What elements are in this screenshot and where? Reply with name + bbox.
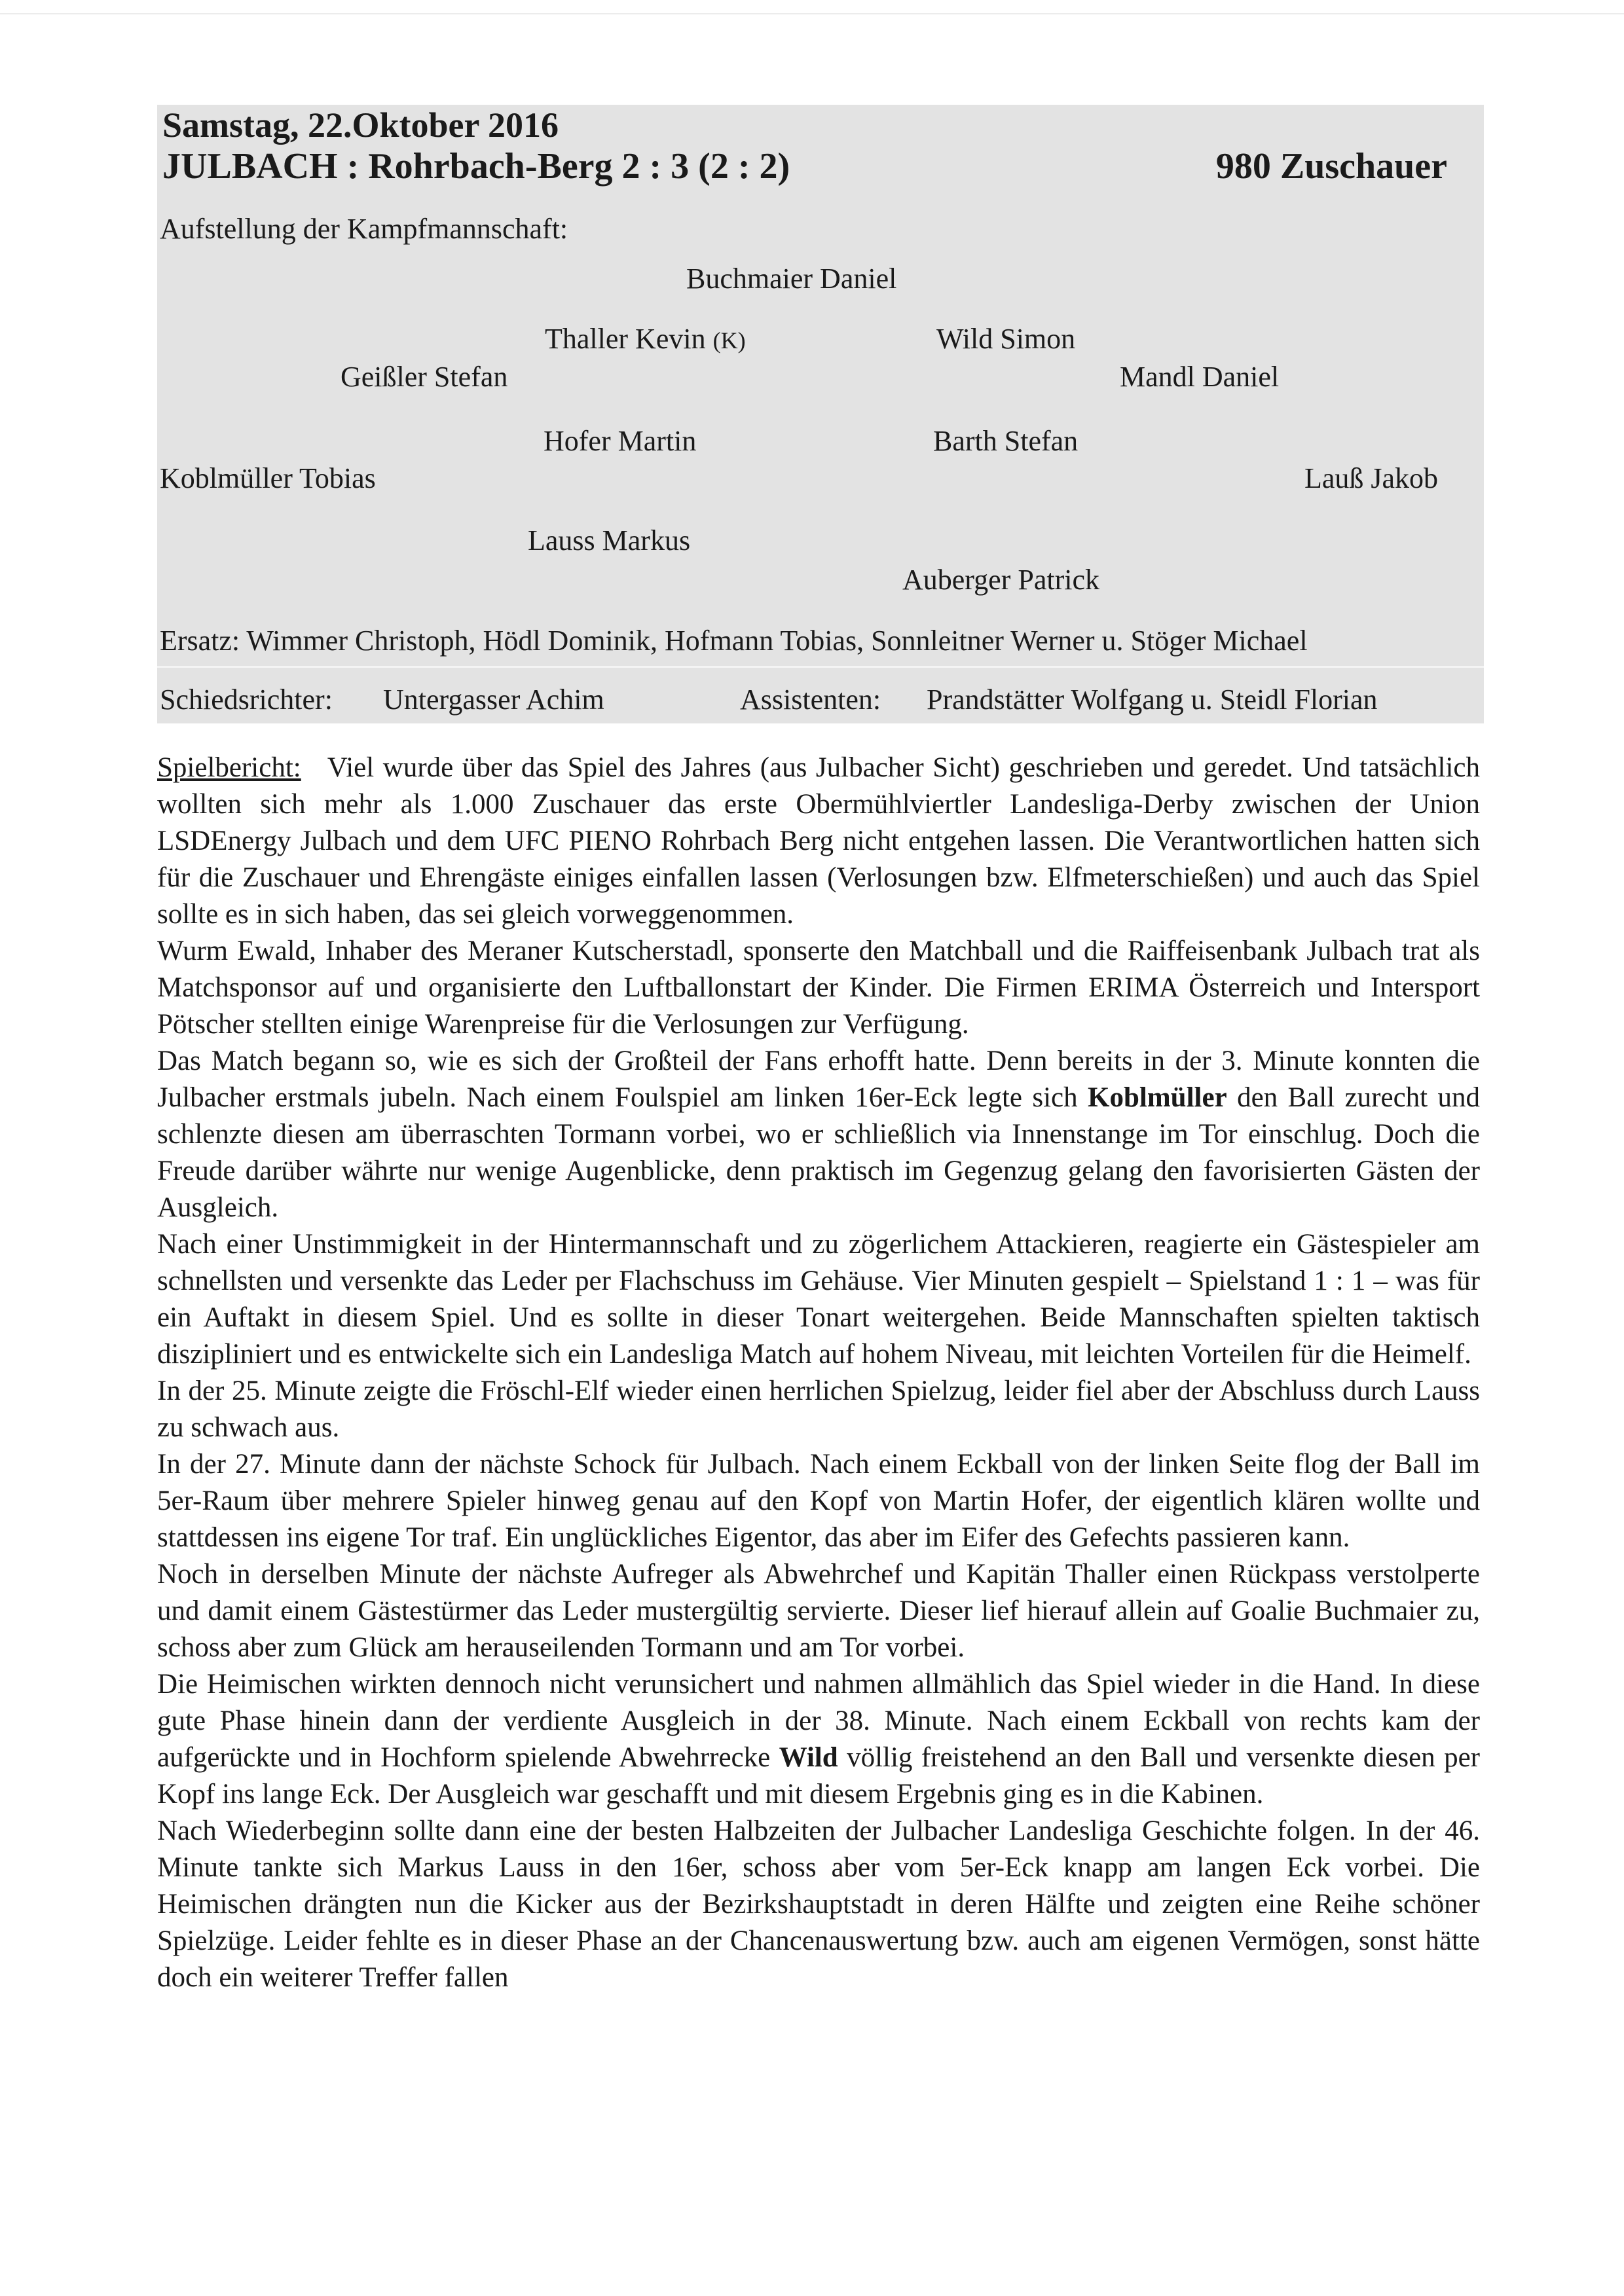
player-def-cb-right: Wild Simon xyxy=(936,323,1076,355)
referee-label: Schiedsrichter: xyxy=(160,683,333,716)
player-def-cb-left xyxy=(545,322,746,355)
report-text: Das Match begann so, wie es sich der Großteil der Fans erhofft hatte. Denn bereits in der 3. Minute konnten die Julbacher erstmals jubeln. Nach einem Foulspiel am linken 16er-Eck legte sich xyxy=(157,1046,1480,1113)
report-text: völlig freistehend an den Ball und versenkte diesen per Kopf ins lange Eck. Der Ausgleich war geschafft und mit diesem Ergebnis ging es in die Kabinen. xyxy=(157,1742,1480,1810)
player-def-rb: Mandl Daniel xyxy=(1120,361,1280,393)
report-paragraph xyxy=(157,1666,1480,1813)
player-highlight: Koblmüller xyxy=(1088,1082,1227,1113)
report-paragraph: In der 27. Minute dann der nächste Schock für Julbach. Nach einem Eckball von der linken Seite flog der Ball im 5er-Raum über mehrere Spieler hinweg genau auf den Kopf von Martin Hofer, der eigentlich klären wollte und stattdessen ins eigene Tor traf. Ein unglückliches Eigentor, das aber im Eifer des Gefechts passieren kann. xyxy=(157,1449,1480,1553)
report-text: den Ball zurecht und schlenzte diesen am überraschten Tormann vorbei, wo er schließlich via Innenstange im Tor einschlug. Doch die Freude darüber währte nur wenige Augenblicke, denn praktisch im Gegenzug gelang den favorisierten Gästen der Ausgleich. xyxy=(157,1082,1481,1223)
player-mid-right: Barth Stefan xyxy=(933,425,1079,457)
player-def-lb: Geißler Stefan xyxy=(341,361,508,393)
player-name: Thaller Kevin xyxy=(545,323,706,355)
report-paragraph: Noch in derselben Minute der nächste Aufreger als Abwehrchef und Kapitän Thaller einen Rückpass verstolperte und damit einem Gästestürmer das Leder mustergültig servierte. Dieser lief hierauf allein auf Goalie Buchmaier zu, schoss aber zum Glück am herauseilenden Tormann und am Tor vorbei. xyxy=(157,1559,1480,1663)
report-paragraph: Nach einer Unstimmigkeit in der Hintermannschaft und zu zögerlichem Attackieren, reagierte ein Gästespieler am schnellsten und versenkte das Leder per Flachschuss im Gehäuse. Vier Minuten gespielt – Spielstand 1 : 1 – was für ein Auftakt in diesem Spiel. Und es sollte in dieser Tonart weitergehen. Beide Mannschaften spielten taktisch diszipliniert und es entwickelte sich ein Landesliga Match auf hohem Niveau, mit leichten Vorteilen für die Heimelf. xyxy=(157,1229,1480,1370)
referee-name: Untergasser Achim xyxy=(383,683,604,716)
assistants-names: Prandstätter Wolfgang u. Steidl Florian xyxy=(927,683,1378,716)
player-fw-right: Auberger Patrick xyxy=(902,564,1099,596)
report-text: Viel wurde über das Spiel des Jahres (aus Julbacher Sicht) geschrieben und geredet. Und tatsächlich wollten sich mehr als 1.000 Zuschauer das erste Obermühlviertler Landesliga-Derby zwischen der Union LSDEnergy Julbach und dem UFC PIENO Rohrbach Berg nicht entgehen lassen. Die Verantwortlichen hatten sich für die Zuschauer und Ehrengäste einiges einfallen lassen (Verlosungen bzw. Elfmeterschießen) und auch das Spiel sollte es in sich haben, das sei gleich vorweggenommen. xyxy=(157,752,1480,930)
substitutes-list: Ersatz: Wimmer Christoph, Hödl Dominik, Hofmann Tobias, Sonnleitner Werner u. Stöger Michael xyxy=(160,625,1308,657)
player-highlight: Wild xyxy=(779,1742,838,1773)
match-date: Samstag, 22.Oktober 2016 xyxy=(162,105,559,145)
match-result: JULBACH : Rohrbach-Berg 2 : 3 (2 : 2) xyxy=(162,146,790,187)
player-wing-right: Lauß Jakob xyxy=(1304,462,1439,494)
match-header-box xyxy=(157,105,1484,723)
report-paragraph: In der 25. Minute zeigte die Fröschl-Elf wieder einen herrlichen Spielzug, leider fiel aber der Abschluss durch Lauss zu schwach aus. xyxy=(157,1376,1480,1443)
player-goalkeeper: Buchmaier Daniel xyxy=(686,263,897,295)
spectator-count: 980 Zuschauer xyxy=(1215,146,1447,187)
page-edge xyxy=(0,13,1624,14)
player-mid-left: Hofer Martin xyxy=(544,425,697,457)
player-wing-left: Koblmüller Tobias xyxy=(160,462,376,494)
assistants-label: Assistenten: xyxy=(740,683,881,716)
report-heading: Spielbericht: xyxy=(157,752,301,783)
lineup-label: Aufstellung der Kampfmannschaft: xyxy=(160,213,568,245)
captain-mark: (K) xyxy=(712,327,746,354)
report-paragraph xyxy=(157,750,1480,933)
report-paragraph: Wurm Ewald, Inhaber des Meraner Kutscherstadl, sponserte den Matchball und die Raiffeisenbank Julbach trat als Matchsponsor auf und organisierte den Luftballonstart der Kinder. Die Firmen ERIMA Österreich und Intersport Pötscher stellten einige Warenpreise für die Verlosungen zur Verfügung. xyxy=(157,936,1480,1040)
report-paragraph xyxy=(157,1043,1480,1226)
match-report xyxy=(157,750,1480,1996)
report-text: Die Heimischen wirkten dennoch nicht verunsichert und nahmen allmählich das Spiel wieder in die Hand. In diese gute Phase hinein dann der verdiente Ausgleich in der 38. Minute. Nach einem Eckball von rechts kam der aufgerückte und in Hochform spielende Abwehrrecke xyxy=(157,1669,1480,1773)
report-paragraph: Nach Wiederbeginn sollte dann eine der besten Halbzeiten der Julbacher Landesliga Geschichte folgen. In der 46. Minute tankte sich Markus Lauss in den 16er, schoss aber vom 5er-Eck knapp am langen Eck vorbei. Die Heimischen drängten nun die Kicker aus der Bezirkshauptstadt in deren Hälfte und zeigten eine Reihe schöner Spielzüge. Leider fehlte es in dieser Phase an der Chancenauswertung bzw. auch am eigenen Vermögen, sonst hätte doch ein weiterer Treffer fallen xyxy=(157,1815,1480,1993)
player-fw-left: Lauss Markus xyxy=(528,524,691,556)
divider xyxy=(157,666,1484,668)
